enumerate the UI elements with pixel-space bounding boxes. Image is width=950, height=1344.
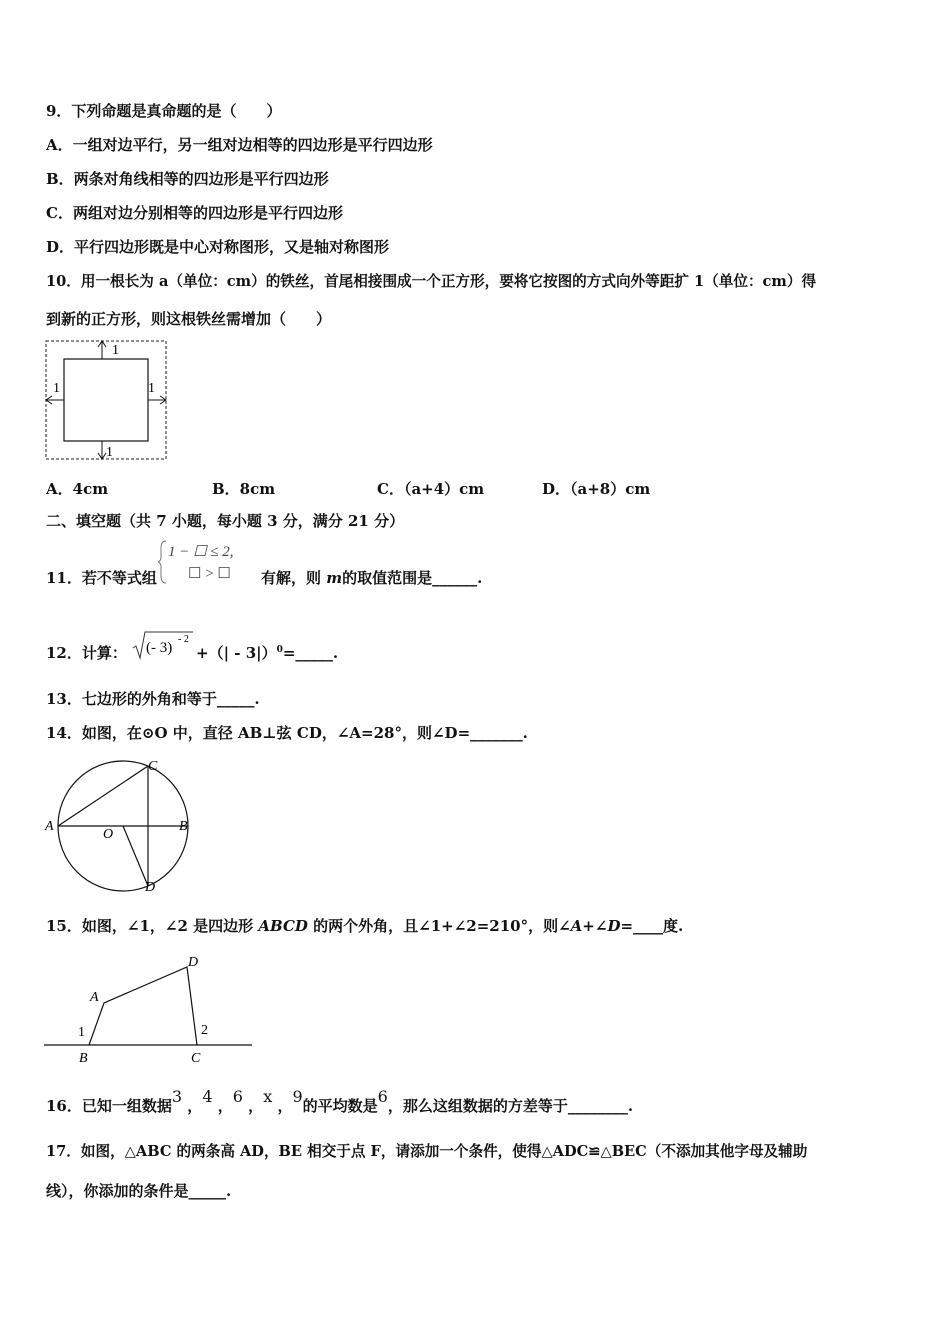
q15-abcd: ABCD — [258, 917, 308, 935]
q11-line — [46, 568, 157, 588]
label-c: C — [148, 759, 158, 774]
q16-mean: 6 — [377, 1087, 388, 1106]
q15-p4: =____度. — [620, 917, 684, 935]
q12-sqrt-expression — [131, 628, 195, 664]
q11-inequality-system — [158, 538, 254, 586]
q12-exponent: - 2 — [178, 634, 189, 645]
q16-data-0: 3 — [171, 1087, 183, 1106]
q10-option-c: C．（a+4）cm — [377, 480, 485, 498]
q17-line2: 线），你添加的条件是_____. — [46, 1182, 232, 1200]
label-o: O — [103, 827, 114, 842]
label-right: 1 — [148, 381, 155, 396]
q16-data-4: 9 — [292, 1087, 303, 1106]
q11-mid: 有解，则 — [261, 569, 322, 587]
q9-option-c: C．两组对边分别相等的四边形是平行四边形 — [46, 204, 343, 222]
section2-title: 二、填空题（共 7 小题，每小题 3 分，满分 21 分） — [46, 512, 405, 530]
q16-sep-2: ， — [248, 1097, 264, 1115]
q15-text — [46, 916, 683, 936]
quad-abcd — [89, 967, 197, 1045]
label-b: B — [179, 819, 188, 834]
q11-suffix: 的取值范围是______. — [342, 569, 483, 587]
q16-sep-1: ， — [217, 1097, 233, 1115]
q9-option-a: A．一组对边平行，另一组对边相等的四边形是平行四边形 — [46, 136, 433, 154]
q14-circle-figure — [44, 756, 194, 896]
segment-ac — [58, 766, 148, 826]
q10-option-b: B．8cm — [212, 480, 276, 498]
q10-option-d: D．（a+8）cm — [542, 480, 651, 498]
q10-square-figure — [44, 338, 170, 462]
q15-d: D — [607, 917, 621, 935]
label-d: D — [188, 955, 199, 970]
q16-suffix: ，那么这组数据的方差等于________. — [387, 1097, 634, 1115]
q14-text: 14．如图，在⊙O 中，直径 AB⊥弦 CD，∠A=28°，则∠D=_______. — [46, 724, 528, 742]
q10-option-a: A．4cm — [46, 480, 109, 498]
q9-option-d: D．平行四边形既是中心对称图形，又是轴对称图形 — [46, 238, 390, 256]
q12-zero-exponent: 0 — [276, 645, 283, 655]
q11-var: m — [326, 569, 343, 587]
q16-sep-3: ， — [277, 1097, 293, 1115]
q10-stem-line1: 10．用一根长为 a（单位：cm）的铁丝，首尾相接围成一个正方形，要将它按图的方式向外等距扩 1（单位：cm）得 — [46, 273, 817, 290]
q12-rest — [196, 643, 338, 663]
q12-plus: +（| - 3|） — [196, 644, 277, 662]
label-2: 2 — [201, 1023, 208, 1038]
q16-data-3: x — [263, 1087, 273, 1106]
q15-a: A — [570, 917, 583, 935]
q11-prefix: 11．若不等式组 — [46, 569, 157, 587]
q12-prefix: 12．计算： — [46, 644, 127, 662]
segment-od — [123, 826, 148, 886]
q15-quadrilateral-figure — [44, 950, 256, 1068]
q16-data-1: 4 — [202, 1087, 213, 1106]
q11-sys-line2: ☐ > ☐ — [188, 566, 231, 582]
label-bottom: 1 — [106, 445, 113, 460]
label-c: C — [191, 1051, 201, 1066]
q16-data-2: 6 — [232, 1087, 243, 1106]
label-left: 1 — [53, 381, 60, 396]
q16-mid: 的平均数是 — [302, 1097, 378, 1115]
q17-line1: 17．如图，△ABC 的两条高 AD，BE 相交于点 F，请添加一个条件，使得△ADC≌△BEC（不添加其他字母及辅助 — [46, 1143, 808, 1160]
q15-p3: +∠ — [582, 917, 608, 935]
label-d: D — [145, 880, 156, 895]
q11-sys-line1: 1 − ☐ ≤ 2, — [168, 544, 234, 560]
q9-stem: 9．下列命题是真命题的是（ ） — [46, 102, 282, 120]
q12-radicand: (- 3) — [146, 640, 173, 656]
label-a: A — [45, 819, 54, 834]
q16-line — [46, 1087, 634, 1116]
q9-option-b: B．两条对角线相等的四边形是平行四边形 — [46, 170, 329, 188]
q11-line-rest — [261, 568, 482, 588]
label-a: A — [90, 990, 99, 1005]
q10-stem-line2: 到新的正方形，则这根铁丝需增加（ ） — [46, 310, 332, 328]
q13-text: 13．七边形的外角和等于_____. — [46, 690, 260, 708]
label-top: 1 — [112, 343, 119, 358]
inner-square — [64, 359, 148, 441]
q15-p2: 的两个外角，且∠1+∠2=210°，则∠ — [313, 917, 571, 935]
q16-prefix: 16．已知一组数据 — [46, 1097, 172, 1115]
label-1: 1 — [78, 1025, 85, 1040]
q12-suffix: =_____. — [282, 644, 339, 662]
label-b: B — [79, 1051, 88, 1066]
q16-sep-0: ， — [187, 1097, 203, 1115]
q15-p1: 15．如图，∠1，∠2 是四边形 — [46, 917, 254, 935]
